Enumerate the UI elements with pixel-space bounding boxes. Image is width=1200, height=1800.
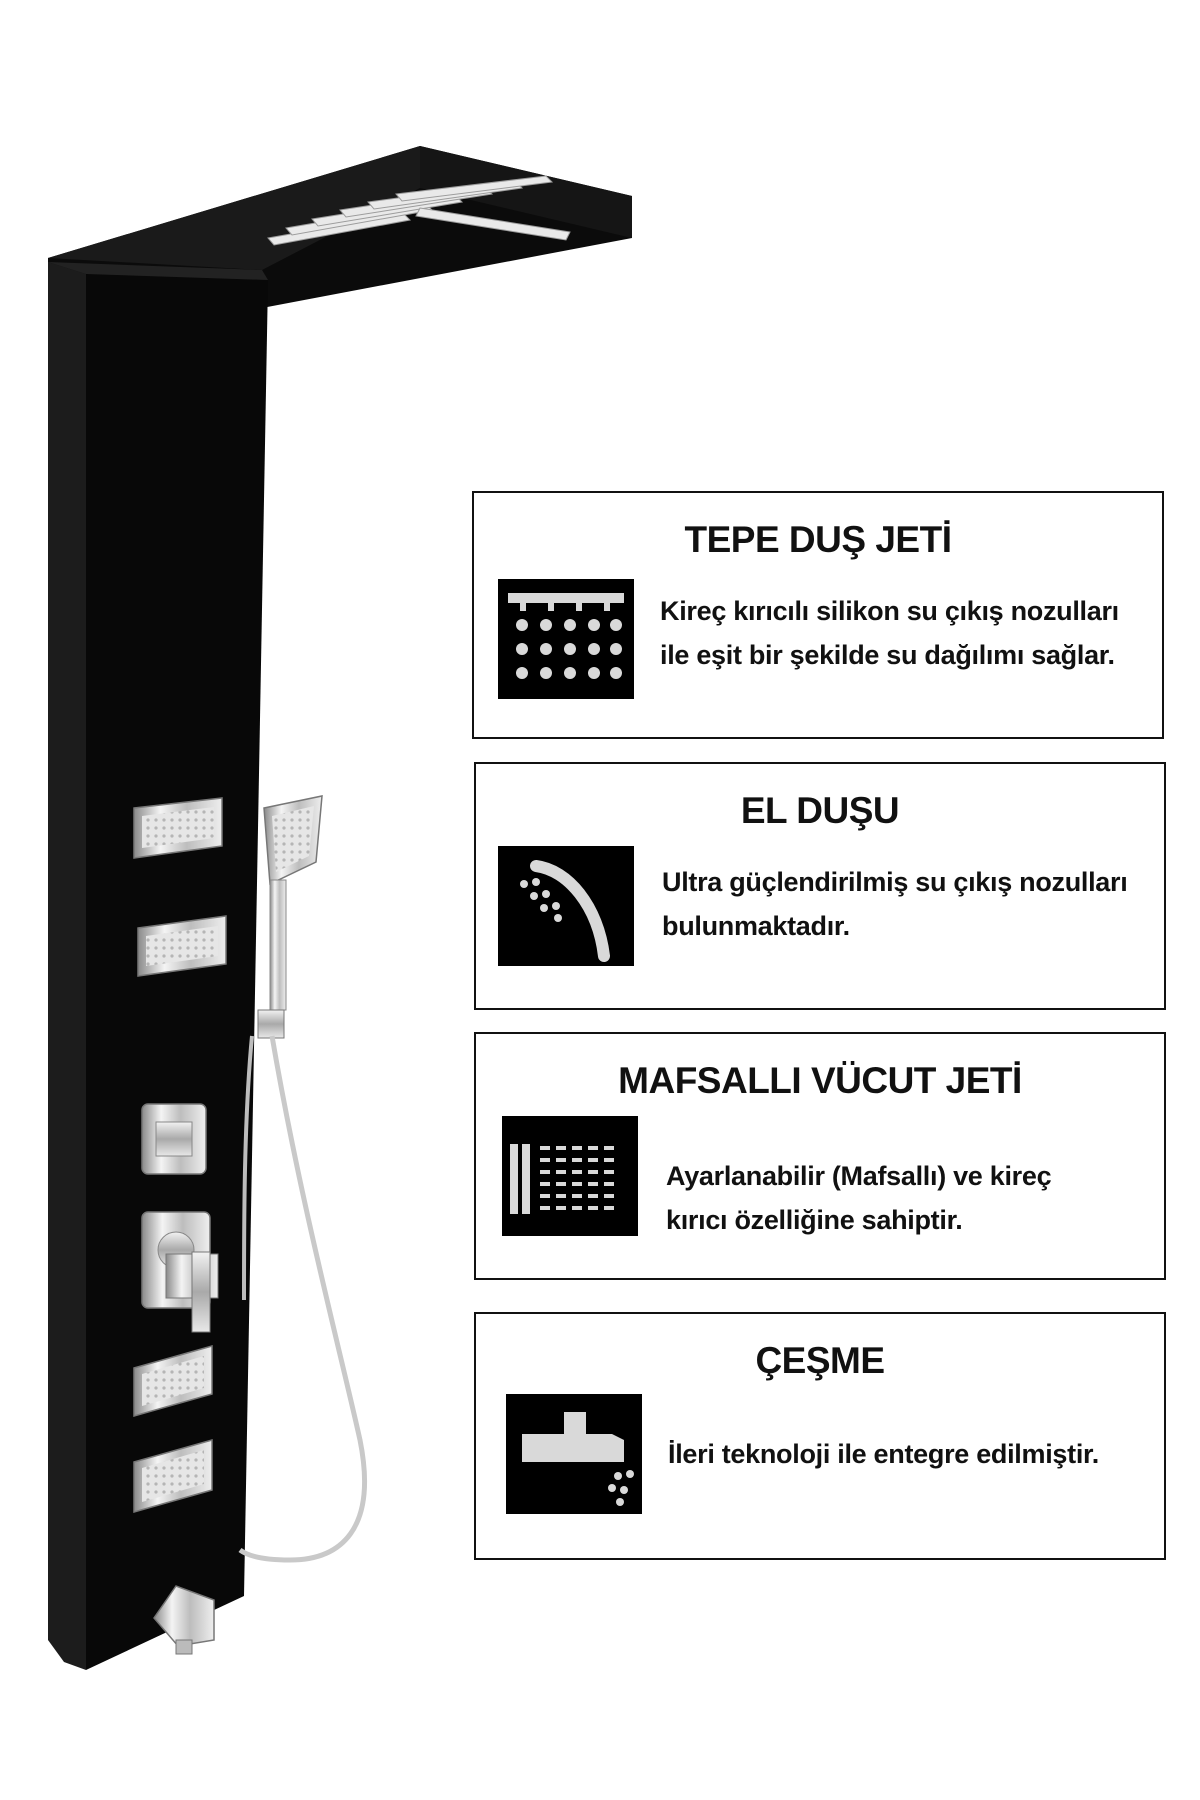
feature-title: EL DUŞU (740, 790, 900, 831)
feature-description: Ayarlanabilir (Mafsallı) ve kireç kırıcı özelliğine sahiptir. (666, 1161, 1052, 1235)
feature-description: İleri teknoloji ile entegre edilmiştir. (668, 1439, 1099, 1469)
feature-title: TEPE DUŞ JETİ (684, 519, 952, 560)
feature-description: Kireç kırıcılı silikon su çıkış nozulları ile eşit bir şekilde su dağılımı sağlar. (660, 596, 1119, 670)
feature-card-top-shower (472, 491, 1164, 739)
feature-title: MAFSALLI VÜCUT JETİ (618, 1060, 1022, 1101)
diverter-knob (142, 1104, 206, 1174)
feature-card-body-jet (474, 1032, 1166, 1280)
feature-title: ÇEŞME (755, 1340, 885, 1381)
feature-card-spout (474, 1312, 1166, 1560)
hand-shower (258, 796, 322, 1038)
shower-hose (240, 1036, 365, 1560)
rain-shower-head-icon (498, 579, 634, 699)
feature-description: Ultra güçlendirilmiş su çıkış nozulları bulunmaktadır. (662, 867, 1128, 941)
feature-card-hand-shower (474, 762, 1166, 1010)
hand-shower-icon (498, 846, 634, 966)
spout-faucet-icon (506, 1394, 642, 1514)
body-jet-icon (502, 1116, 638, 1236)
